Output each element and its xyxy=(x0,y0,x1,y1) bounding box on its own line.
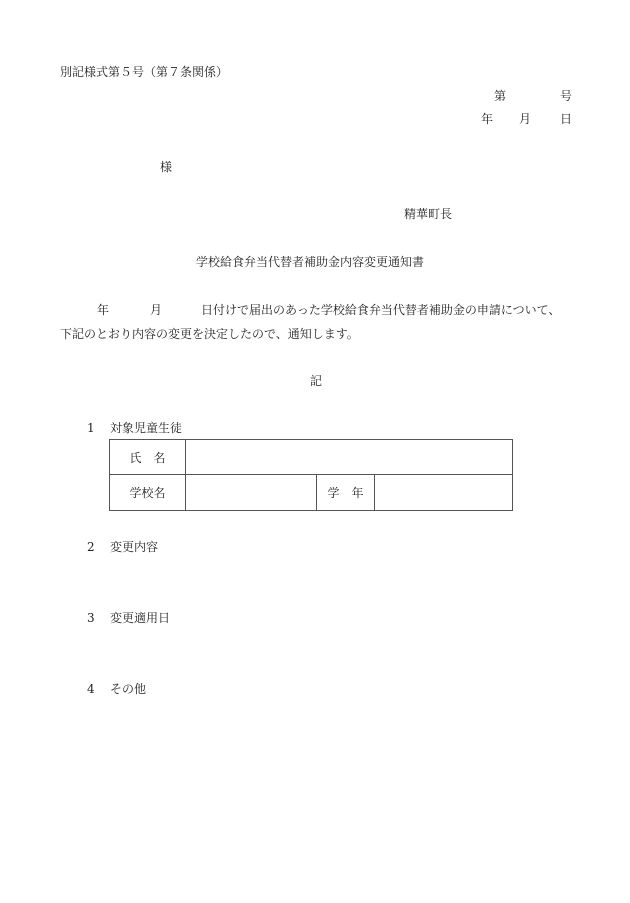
body-line1: 日付けで届出のあった学校給食弁当代替者補助金の申請について、 xyxy=(201,303,561,317)
section-label: 変更内容 xyxy=(110,540,159,554)
ki-heading: 記 xyxy=(310,374,323,388)
section-label: その他 xyxy=(110,682,147,696)
date-year: 年 xyxy=(481,112,494,126)
section-number: 4 xyxy=(87,682,95,696)
section-number: 1 xyxy=(87,421,95,435)
body-line2: 下記のとおり内容の変更を決定したので、通知します。 xyxy=(60,327,359,341)
name-label: 氏 名 xyxy=(110,440,186,475)
school-field[interactable] xyxy=(186,475,317,511)
school-label: 学校名 xyxy=(110,475,186,511)
date-day: 日 xyxy=(560,112,573,126)
body-month: 月 xyxy=(150,303,163,317)
date-month: 月 xyxy=(519,112,532,126)
form-reference: 別記様式第５号（第７条関係） xyxy=(60,65,229,79)
section-number: 2 xyxy=(87,540,95,554)
sender: 精華町長 xyxy=(404,207,453,221)
doc-number-suffix: 号 xyxy=(560,89,573,103)
name-field[interactable] xyxy=(186,440,513,475)
section-label: 変更適用日 xyxy=(110,611,171,625)
addressee-suffix: 様 xyxy=(160,160,173,174)
document-title: 学校給食弁当代替者補助金内容変更通知書 xyxy=(196,255,425,269)
doc-number-prefix: 第 xyxy=(494,89,507,103)
section-number: 3 xyxy=(87,611,95,625)
body-year: 年 xyxy=(97,303,110,317)
student-table xyxy=(109,439,513,511)
grade-label: 学 年 xyxy=(317,475,375,511)
section-label: 対象児童生徒 xyxy=(110,421,183,435)
grade-field[interactable] xyxy=(375,475,513,511)
